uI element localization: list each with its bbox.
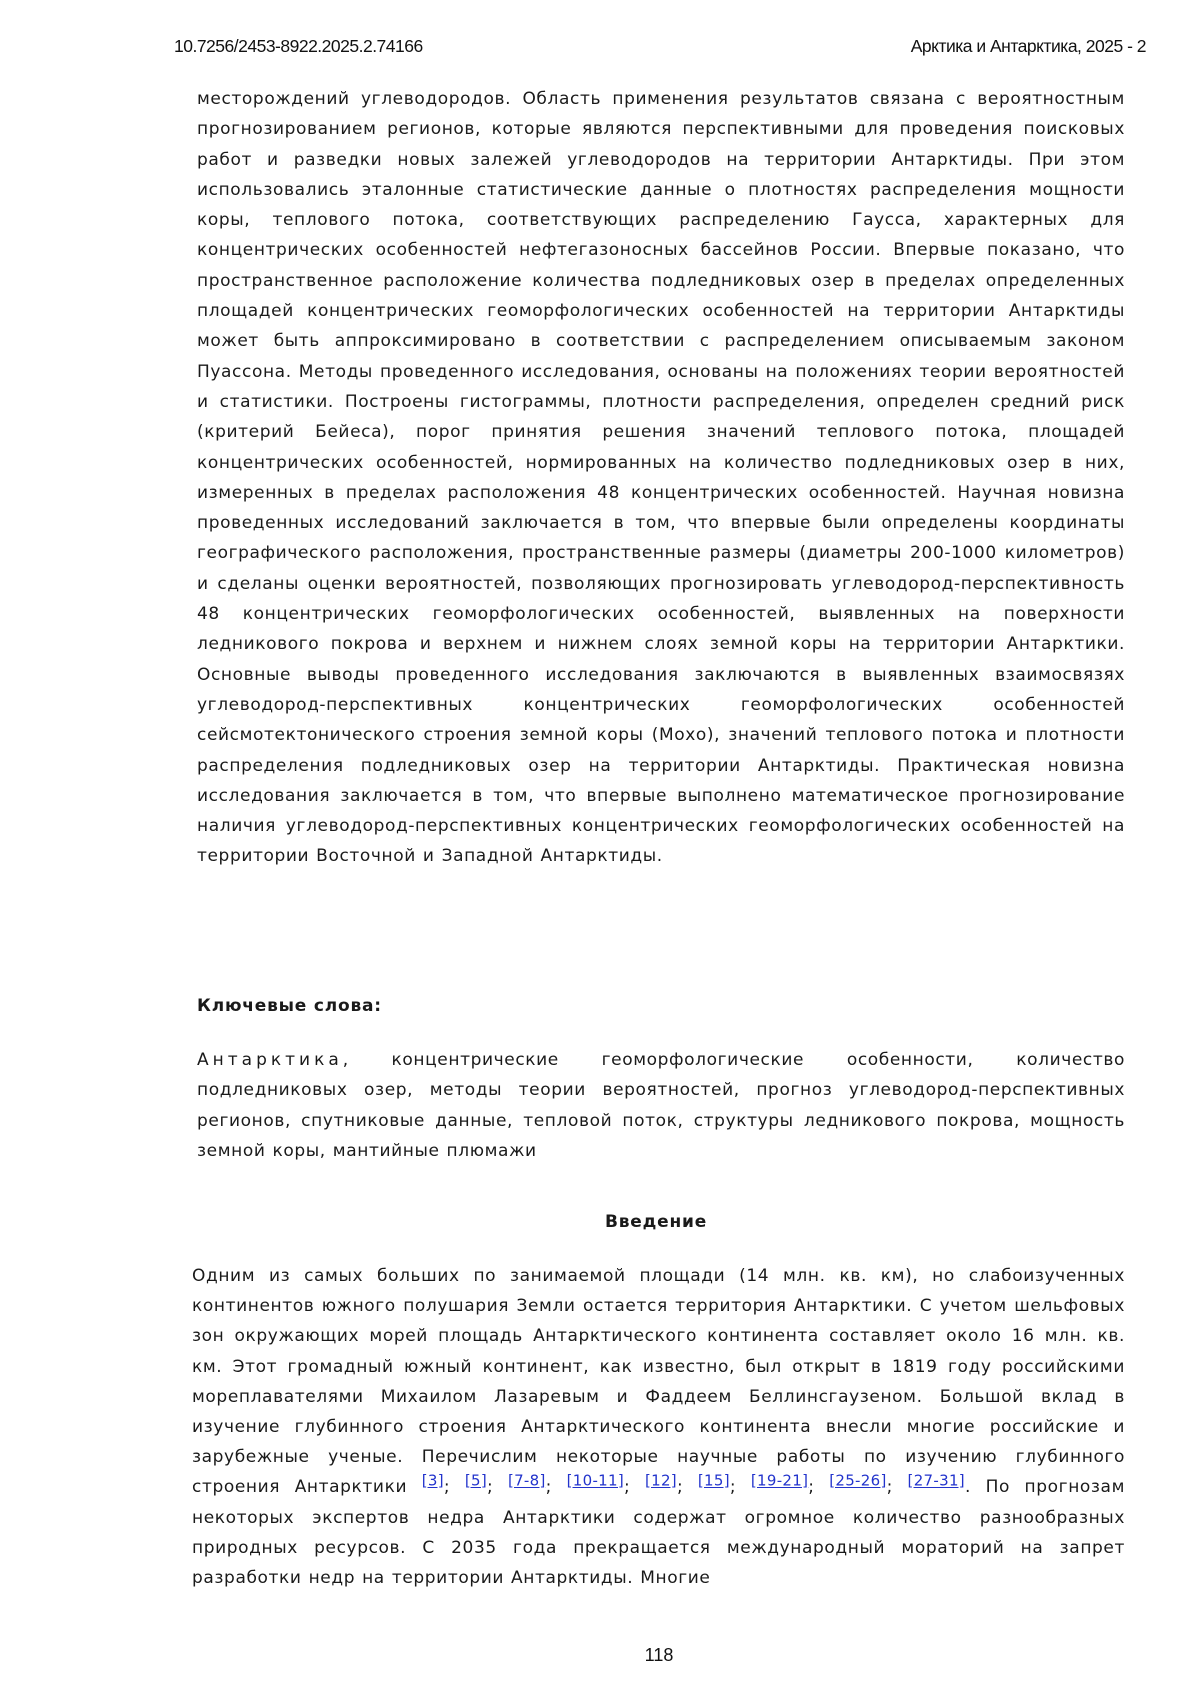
citation-link[interactable]: [15]: [697, 1471, 730, 1490]
citation-link[interactable]: [10-11]: [566, 1471, 624, 1490]
page-number: 118: [644, 1645, 674, 1665]
citation-link[interactable]: [25-26]: [829, 1471, 887, 1490]
citation-link[interactable]: [3]: [421, 1471, 444, 1490]
intro-text-after: По прогнозам некоторых экспертов недра Антарктики содержат огромное количество разнообразных природных ресурсов. С 2035 года прекращается международный мораторий на запрет разработки недр на территории Антарктиды. Многие: [192, 1477, 1125, 1589]
keywords-text: [197, 1045, 1125, 1166]
section-heading-intro: Введение: [604, 1212, 708, 1232]
intro-text-before: Одним из самых больших по занимаемой площади (14 млн. кв. км), но слабоизученных континентов южного полушария Земли остается территория Антарктики. С учетом шельфовых зон окружающих морей площадь Антарктического континента составляет около 16 млн. кв. км. Этот громадный южный континент, как известно, был открыт в 1819 году российскими мореплавателями Михаилом Лазаревым и Фаддеем Беллинсгаузеном. Большой вклад в изучение глубинного строения Антарктического континента внесли многие российские и зарубежные ученые. Перечислим некоторые научные работы по изучению глубинного строения Антарктики: [192, 1266, 1125, 1498]
running-header: [174, 36, 1146, 60]
citation-link[interactable]: [7-8]: [507, 1471, 546, 1490]
doi: 10.7256/2453-8922.2025.2.74166: [174, 36, 423, 56]
citation-link[interactable]: [5]: [464, 1471, 487, 1490]
citation-link[interactable]: [19-21]: [750, 1471, 809, 1490]
keywords-rest: , концентрические геоморфологические особенности, количество подледниковых озер, методы теории вероятностей, прогноз углеводород-перспективных регионов, спутниковые данные, тепловой поток, структуры ледникового покрова, мощность земной коры, мантийные плюмажи: [197, 1050, 1125, 1161]
abstract-text: месторождений углеводородов. Область применения результатов связана с вероятностным прогнозированием регионов, которые являются перспективными для проведения поисковых работ и разведки новых залежей углеводородов на территории Антарктиды. При этом использовались эталонные статистические данные о плотностях распределения мощности коры, теплового потока, соответствующих распределению Гаусса, характерных для концентрических особенностей нефтегазоносных бассейнов России. Впервые показано, что пространственное расположение количества подледниковых озер в пределах определенных площадей концентрических геоморфологических особенностей на территории Антарктиды может быть аппроксимировано в соответствии с распределением описываемым законом Пуассона. Методы проведенного исследования, основаны на положениях теории вероятностей и статистики. Построены гистограммы, плотности распределения, определен средний риск (критерий Бейеса), порог принятия решения значений теплового потока, площадей концентрических особенностей, нормированных на количество подледниковых озер в них, измеренных в пределах расположения 48 концентрических особенностей. Научная новизна проведенных исследований заключается в том, что впервые были определены координаты географического расположения, пространственные размеры (диаметры 200-1000 километров) и сделаны оценки вероятностей, позволяющих прогнозировать углеводород-перспективность 48 концентрических геоморфологических особенностей, выявленных на поверхности ледникового покрова и верхнем и нижнем слоях земной коры на территории Антарктики. Основные выводы проведенного исследования заключаются в выявленных взаимосвязях углеводород-перспективных концентрических геоморфологических особенностей сейсмотектонического строения земной коры (Мохо), значений теплового потока и плотности распределения подледниковых озер на территории Антарктиды. Практическая новизна исследования заключается в том, что впервые выполнено математическое прогнозирование наличия углеводород-перспективных концентрических геоморфологических особенностей на территории Восточной и Западной Антарктиды.: [197, 89, 1125, 867]
citation-link[interactable]: [12]: [644, 1471, 677, 1490]
intro-paragraph: Одним из самых больших по занимаемой площади (14 млн. кв. км), но слабоизученных континентов южного полушария Земли остается территория Антарктики. С учетом шельфовых зон окружающих морей площадь Антарктического континента составляет около 16 млн. кв. км. Этот громадный южный континент, как известно, был открыт в 1819 году российскими мореплавателями Михаилом Лазаревым и Фаддеем Беллинсгаузеном. Большой вклад в изучение глубинного строения Антарктического континента внесли многие российские и зарубежные ученые. Перечислим некоторые научные работы по изучению глубинного строения Антарктики [3]; [5]; [7-8]; [10-11]; [12]; [15]; [19-21]; [25-26]; [27-31]. По прогнозам некоторых экспертов недра Антарктики содержат огромное количество разнообразных природных ресурсов. С 2035 года прекращается международный мораторий на запрет разработки недр на территории Антарктиды. Многие: [192, 1266, 1125, 1589]
citation-link[interactable]: [27-31]: [907, 1471, 965, 1490]
keywords-heading: Ключевые слова:: [197, 996, 382, 1016]
journal-issue: Арктика и Антарктика, 2025 - 2: [910, 36, 1146, 56]
keyword-antarctica: Антарктика: [197, 1050, 343, 1070]
